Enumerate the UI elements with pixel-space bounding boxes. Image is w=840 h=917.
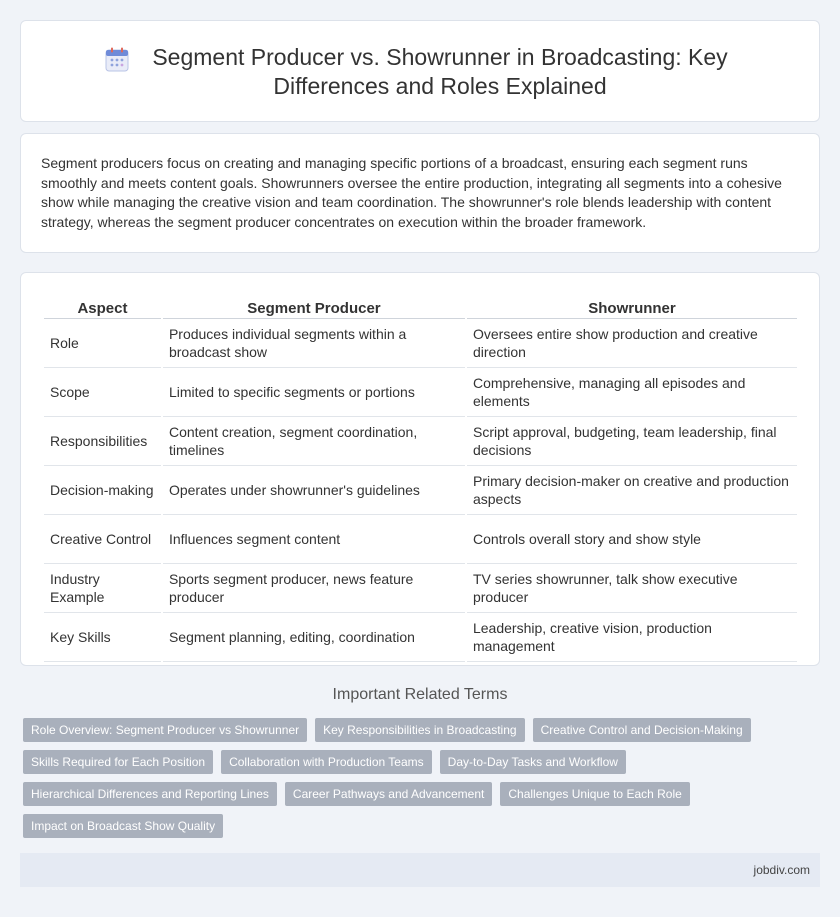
comparison-card (20, 272, 820, 666)
table-cell: Controls overall story and show style (467, 515, 797, 564)
related-term-tag[interactable]: Key Responsibilities in Broadcasting (315, 718, 524, 742)
table-row (44, 466, 797, 515)
table-row (44, 613, 797, 662)
table-row (44, 368, 797, 417)
page-title: Segment Producer vs. Showrunner in Broadcasting: Key Differences and Roles Explained (152, 44, 728, 99)
table-cell: Scope (44, 368, 161, 417)
calendar-icon (105, 47, 129, 73)
table-cell: Leadership, creative vision, production management (467, 613, 797, 662)
header-segment-producer: Segment Producer (163, 295, 465, 319)
intro-card (20, 133, 820, 253)
table-cell: Primary decision-maker on creative and production aspects (467, 466, 797, 515)
table-header-row (44, 295, 797, 319)
table-cell: Role (44, 319, 161, 368)
related-term-tag[interactable]: Hierarchical Differences and Reporting Lines (23, 782, 277, 806)
table-cell: Decision-making (44, 466, 161, 515)
table-row (44, 515, 797, 564)
related-terms-list (23, 718, 823, 846)
header-showrunner: Showrunner (467, 295, 797, 319)
table-cell: Influences segment content (163, 515, 465, 564)
intro-paragraph: Segment producers focus on creating and managing specific portions of a broadcast, ensuring each segment runs smoothly and meets content goals. Showrunners oversee the entire production, integrating all segments into a cohesive show while managing the creative vision and team coordination. The showrunner's role blends leadership with content strategy, whereas the segment producer concentrates on execution within the broader framework. (41, 155, 782, 230)
table-cell: Creative Control (44, 515, 161, 564)
table-cell: Script approval, budgeting, team leadership, final decisions (467, 417, 797, 466)
table-row (44, 417, 797, 466)
table-cell: Content creation, segment coordination, timelines (163, 417, 465, 466)
table-cell: TV series showrunner, talk show executive producer (467, 564, 797, 613)
comparison-table (42, 295, 799, 662)
related-term-tag[interactable]: Role Overview: Segment Producer vs Showrunner (23, 718, 307, 742)
table-cell: Industry Example (44, 564, 161, 613)
related-terms-heading: Important Related Terms (332, 686, 508, 703)
table-row (44, 564, 797, 613)
table-cell: Oversees entire show production and creative direction (467, 319, 797, 368)
related-term-tag[interactable]: Collaboration with Production Teams (221, 750, 432, 774)
table-cell: Segment planning, editing, coordination (163, 613, 465, 662)
related-term-tag[interactable]: Skills Required for Each Position (23, 750, 213, 774)
header-aspect: Aspect (44, 295, 161, 319)
table-cell: Responsibilities (44, 417, 161, 466)
related-term-tag[interactable]: Impact on Broadcast Show Quality (23, 814, 223, 838)
title-card (20, 20, 820, 122)
table-row (44, 319, 797, 368)
footer-site-link[interactable]: jobdiv.com (753, 863, 810, 877)
table-cell: Sports segment producer, news feature producer (163, 564, 465, 613)
table-cell: Limited to specific segments or portions (163, 368, 465, 417)
table-cell: Operates under showrunner's guidelines (163, 466, 465, 515)
table-cell: Produces individual segments within a broadcast show (163, 319, 465, 368)
related-term-tag[interactable]: Challenges Unique to Each Role (500, 782, 689, 806)
table-cell: Comprehensive, managing all episodes and elements (467, 368, 797, 417)
related-term-tag[interactable]: Day-to-Day Tasks and Workflow (440, 750, 626, 774)
footer (20, 853, 820, 887)
related-term-tag[interactable]: Career Pathways and Advancement (285, 782, 492, 806)
related-term-tag[interactable]: Creative Control and Decision-Making (533, 718, 751, 742)
table-cell: Key Skills (44, 613, 161, 662)
